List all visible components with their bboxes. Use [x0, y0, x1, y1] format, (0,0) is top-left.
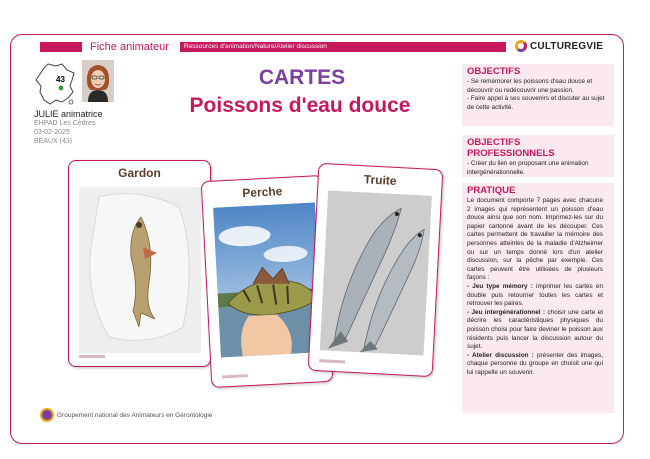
truite-photo [320, 190, 432, 355]
card-label: Perche [241, 184, 283, 201]
author-date: 03-02-2025 [34, 129, 70, 136]
footer [40, 408, 212, 422]
gardon-photo [79, 187, 201, 353]
card-footer-logo [222, 374, 248, 378]
objectifs-panel [462, 64, 614, 126]
objectifs-pro-item: - Créer du lien en proposant une animation intergénérationnelle. [467, 160, 589, 176]
pratique-heading: PRATIQUE [467, 185, 516, 196]
card-footer-logo [79, 355, 105, 358]
author-establishment: EHPAD Les Cèdres [34, 120, 96, 127]
header-accent-bar [40, 42, 82, 52]
brand-logo[interactable] [515, 40, 603, 52]
breadcrumb[interactable]: Ressources d'animation/Nature/Atelier discussion [184, 43, 327, 50]
department-number: 43 [56, 75, 65, 84]
section-label: Fiche animateur [90, 41, 169, 53]
pratique-way-text: présenter des images, chaque personne du groupe en choisit une qui lui rappelle un souvenir. [467, 351, 603, 376]
objectifs-item: - Se remémorer les poissons d'eau douce et découvrir ou redécouvrir une passion. [467, 78, 593, 94]
objectifs-item: - Faire appel à ses souvenirs et discuter au sujet de cette activité. [467, 95, 605, 111]
pratique-way-name: - Atelier discussion : [467, 351, 534, 359]
pratique-way-name: - Jeu type mémory : [467, 282, 533, 290]
avatar [82, 60, 114, 102]
pratique-way-text: choisir une carte et décrire les caractéristiques physiques du poisson choisi pour faire deviner le poisson aux résidents puis lancer la discussion autour du sujet. [467, 308, 603, 351]
author-place: BEAUX (43) [34, 138, 73, 145]
pratique-way [462, 352, 614, 378]
pratique-way [462, 283, 614, 309]
page-title: CARTES [258, 66, 346, 89]
page-subtitle: Poissons d'eau douce [189, 94, 411, 117]
france-map-icon [34, 62, 76, 106]
brand-name: CULTUREGVIE [530, 40, 604, 52]
brand-ring-icon [515, 40, 527, 52]
perche-photo [213, 202, 323, 357]
gag-logo-icon [40, 408, 54, 422]
objectifs-pro-heading: OBJECTIFS PROFESSIONNELS [467, 137, 555, 159]
objectifs-pro-panel [462, 135, 614, 177]
card-truite[interactable] [308, 163, 444, 377]
pratique-intro: Le document comporte 7 pages avec chacune 2 images qui représentent un poisson d'eau douce ainsi que son nom. Imprimez-les sur du papier cartonné avant de les découper. Ces cartes permettent de travailler la mémoire des personnes atteintes de la maladie d'Alzheimer ou sur un temps donné lors d'un atelier discussion, sur la pêche par exemple. Ces cartes peuvent être utilisées de plusieurs façons : [467, 197, 603, 282]
pratique-way-name: - Jeu intergénérationnel : [467, 308, 545, 316]
footer-text: Groupement national des Animateurs en Gérontologie [57, 411, 213, 419]
objectifs-heading: OBJECTIFS [467, 66, 521, 77]
pratique-way [462, 309, 614, 352]
pratique-way-text: imprimer les cartes en double puis retourner toutes les cartes et retrouver les paires. [467, 282, 604, 308]
pratique-panel [462, 183, 614, 413]
card-gardon[interactable] [68, 160, 211, 367]
author-name: JULIE animatrice [34, 109, 103, 119]
card-label: Truite [363, 172, 397, 188]
card-footer-logo [319, 359, 345, 363]
card-label: Gardon [118, 166, 161, 180]
author-block [34, 110, 103, 146]
